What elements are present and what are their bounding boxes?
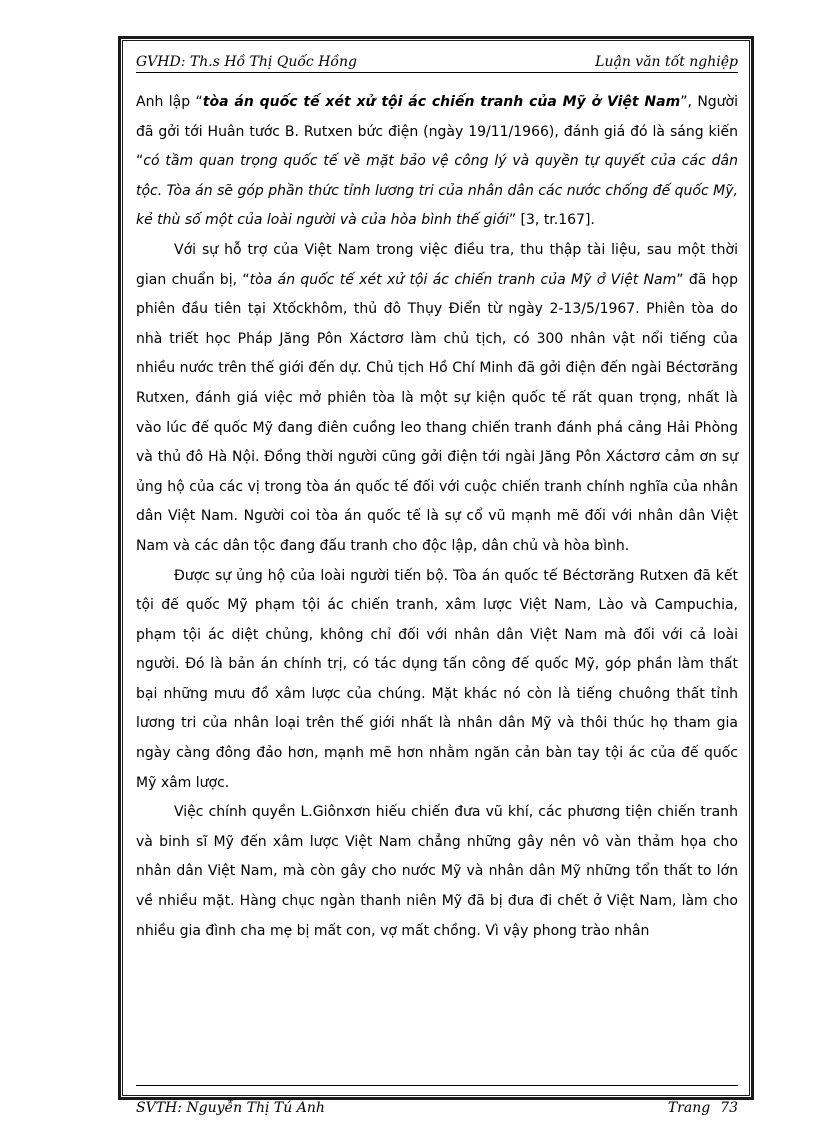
header-thesis-label: Luận văn tốt nghiệp [595, 54, 738, 70]
quotation: có tầm quan trọng quốc tế về mặt bảo vệ công lý và quyền tự quyết của các dân tộc. Tòa án sẽ góp phần thức tỉnh lương tri của nhân dân các nước chống đế quốc Mỹ, kẻ thù số một của loài người và của hòa bình thế giới [136, 153, 738, 229]
court-title: tòa án quốc tế xét xử tội ác chiến tranh của Mỹ ở Việt Nam [249, 271, 677, 288]
citation: ” [3, tr.167]. [508, 212, 595, 229]
footer-author: SVTH: Nguyễn Thị Tú Anh [136, 1100, 325, 1116]
document-body [136, 88, 738, 946]
page-label: Trang [667, 1100, 711, 1116]
page-number [668, 1100, 738, 1116]
page-number-value: 73 [720, 1100, 738, 1116]
text-run: ” đã họp phiên đầu tiên tại Xtốckhôm, thủ đô Thụy Điển từ ngày 2-13/5/1967. Phiên tòa do nhà triết học Pháp Jăng Pôn Xáctơrơ làm chủ tịch, có 300 nhân vật nổi tiếng của nhiều nước trên thế giới đến dự. Chủ tịch Hồ Chí Minh đã gởi điện đến ngài Béctơrăng Rutxen, đánh giá việc mở phiên tòa là một sự kiện quốc tế rất quan trọng, nhất là vào lúc đế quốc Mỹ đang điên cuồng leo thang chiến tranh đánh phá cảng Hải Phòng và thủ đô Hà Nội. Đồng thời người cũng gởi điện tới ngài Jăng Pôn Xáctơrơ cảm ơn sự ủng hộ của các vị trong tòa án quốc tế đối với cuộc chiến tranh chính nghĩa của nhân dân Việt Nam. Người coi tòa án quốc tế là sự cổ vũ mạnh mẽ đối với nhân dân Việt Nam và các dân tộc đang đấu tranh cho độc lập, dân chủ và hòa bình. [136, 271, 738, 554]
paragraph-3: Được sự ủng hộ của loài người tiến bộ. Tòa án quốc tế Béctơrăng Rutxen đã kết tội đế quốc Mỹ phạm tội ác chiến tranh, xâm lược Việt Nam, Lào và Campuchia, phạm tội ác diệt chủng, không chỉ đối với nhân dân Việt Nam mà đối với cả loài người. Đó là bản án chính trị, có tác dụng tấn công đế quốc Mỹ, góp phần làm thất bại những mưu đồ xâm lược của chúng. Mặt khác nó còn là tiếng chuông thất tỉnh lương tri của nhân loại trên thế giới nhất là nhân dân Mỹ và thôi thúc họ tham gia ngày càng đông đảo hơn, mạnh mẽ hơn nhằm ngăn cản bàn tay tội ác của đế quốc Mỹ xâm lược. [136, 567, 738, 791]
header-advisor: GVHD: Th.s Hồ Thị Quốc Hồng [136, 54, 357, 70]
paragraph-2 [136, 236, 738, 562]
page-footer [136, 1094, 738, 1116]
footer-rule [136, 1085, 738, 1086]
court-title: tòa án quốc tế xét xử tội ác chiến tranh của Mỹ ở Việt Nam [202, 94, 681, 110]
page-header [136, 48, 738, 70]
text-run: Với sự hỗ trợ của Việt Nam trong việc điều tra, thu thập tài liệu, sau một thời gian chuẩn bị, “ [136, 241, 738, 288]
paragraph-1 [136, 88, 738, 236]
text-run: Anh lập “ [136, 94, 203, 110]
header-rule [136, 72, 738, 73]
paragraph-4: Việc chính quyền L.Giônxơn hiếu chiến đưa vũ khí, các phương tiện chiến tranh và binh sĩ Mỹ đến xâm lược Việt Nam chẳng những gây nên vô vàn thảm họa cho nhân dân Việt Nam, mà còn gây cho nước Mỹ và nhân dân Mỹ những tổn thất to lớn về nhiều mặt. Hàng chục ngàn thanh niên Mỹ đã bị đưa đi chết ở Việt Nam, làm cho nhiều gia đình cha mẹ bị mất con, vợ mất chồng. Vì vậy phong trào nhân [136, 804, 738, 939]
text-run: ”, Người đã gởi tới Huân tước B. Rutxen bức điện (ngày 19/11/1966), đánh giá đó là sáng kiến “ [136, 94, 738, 170]
